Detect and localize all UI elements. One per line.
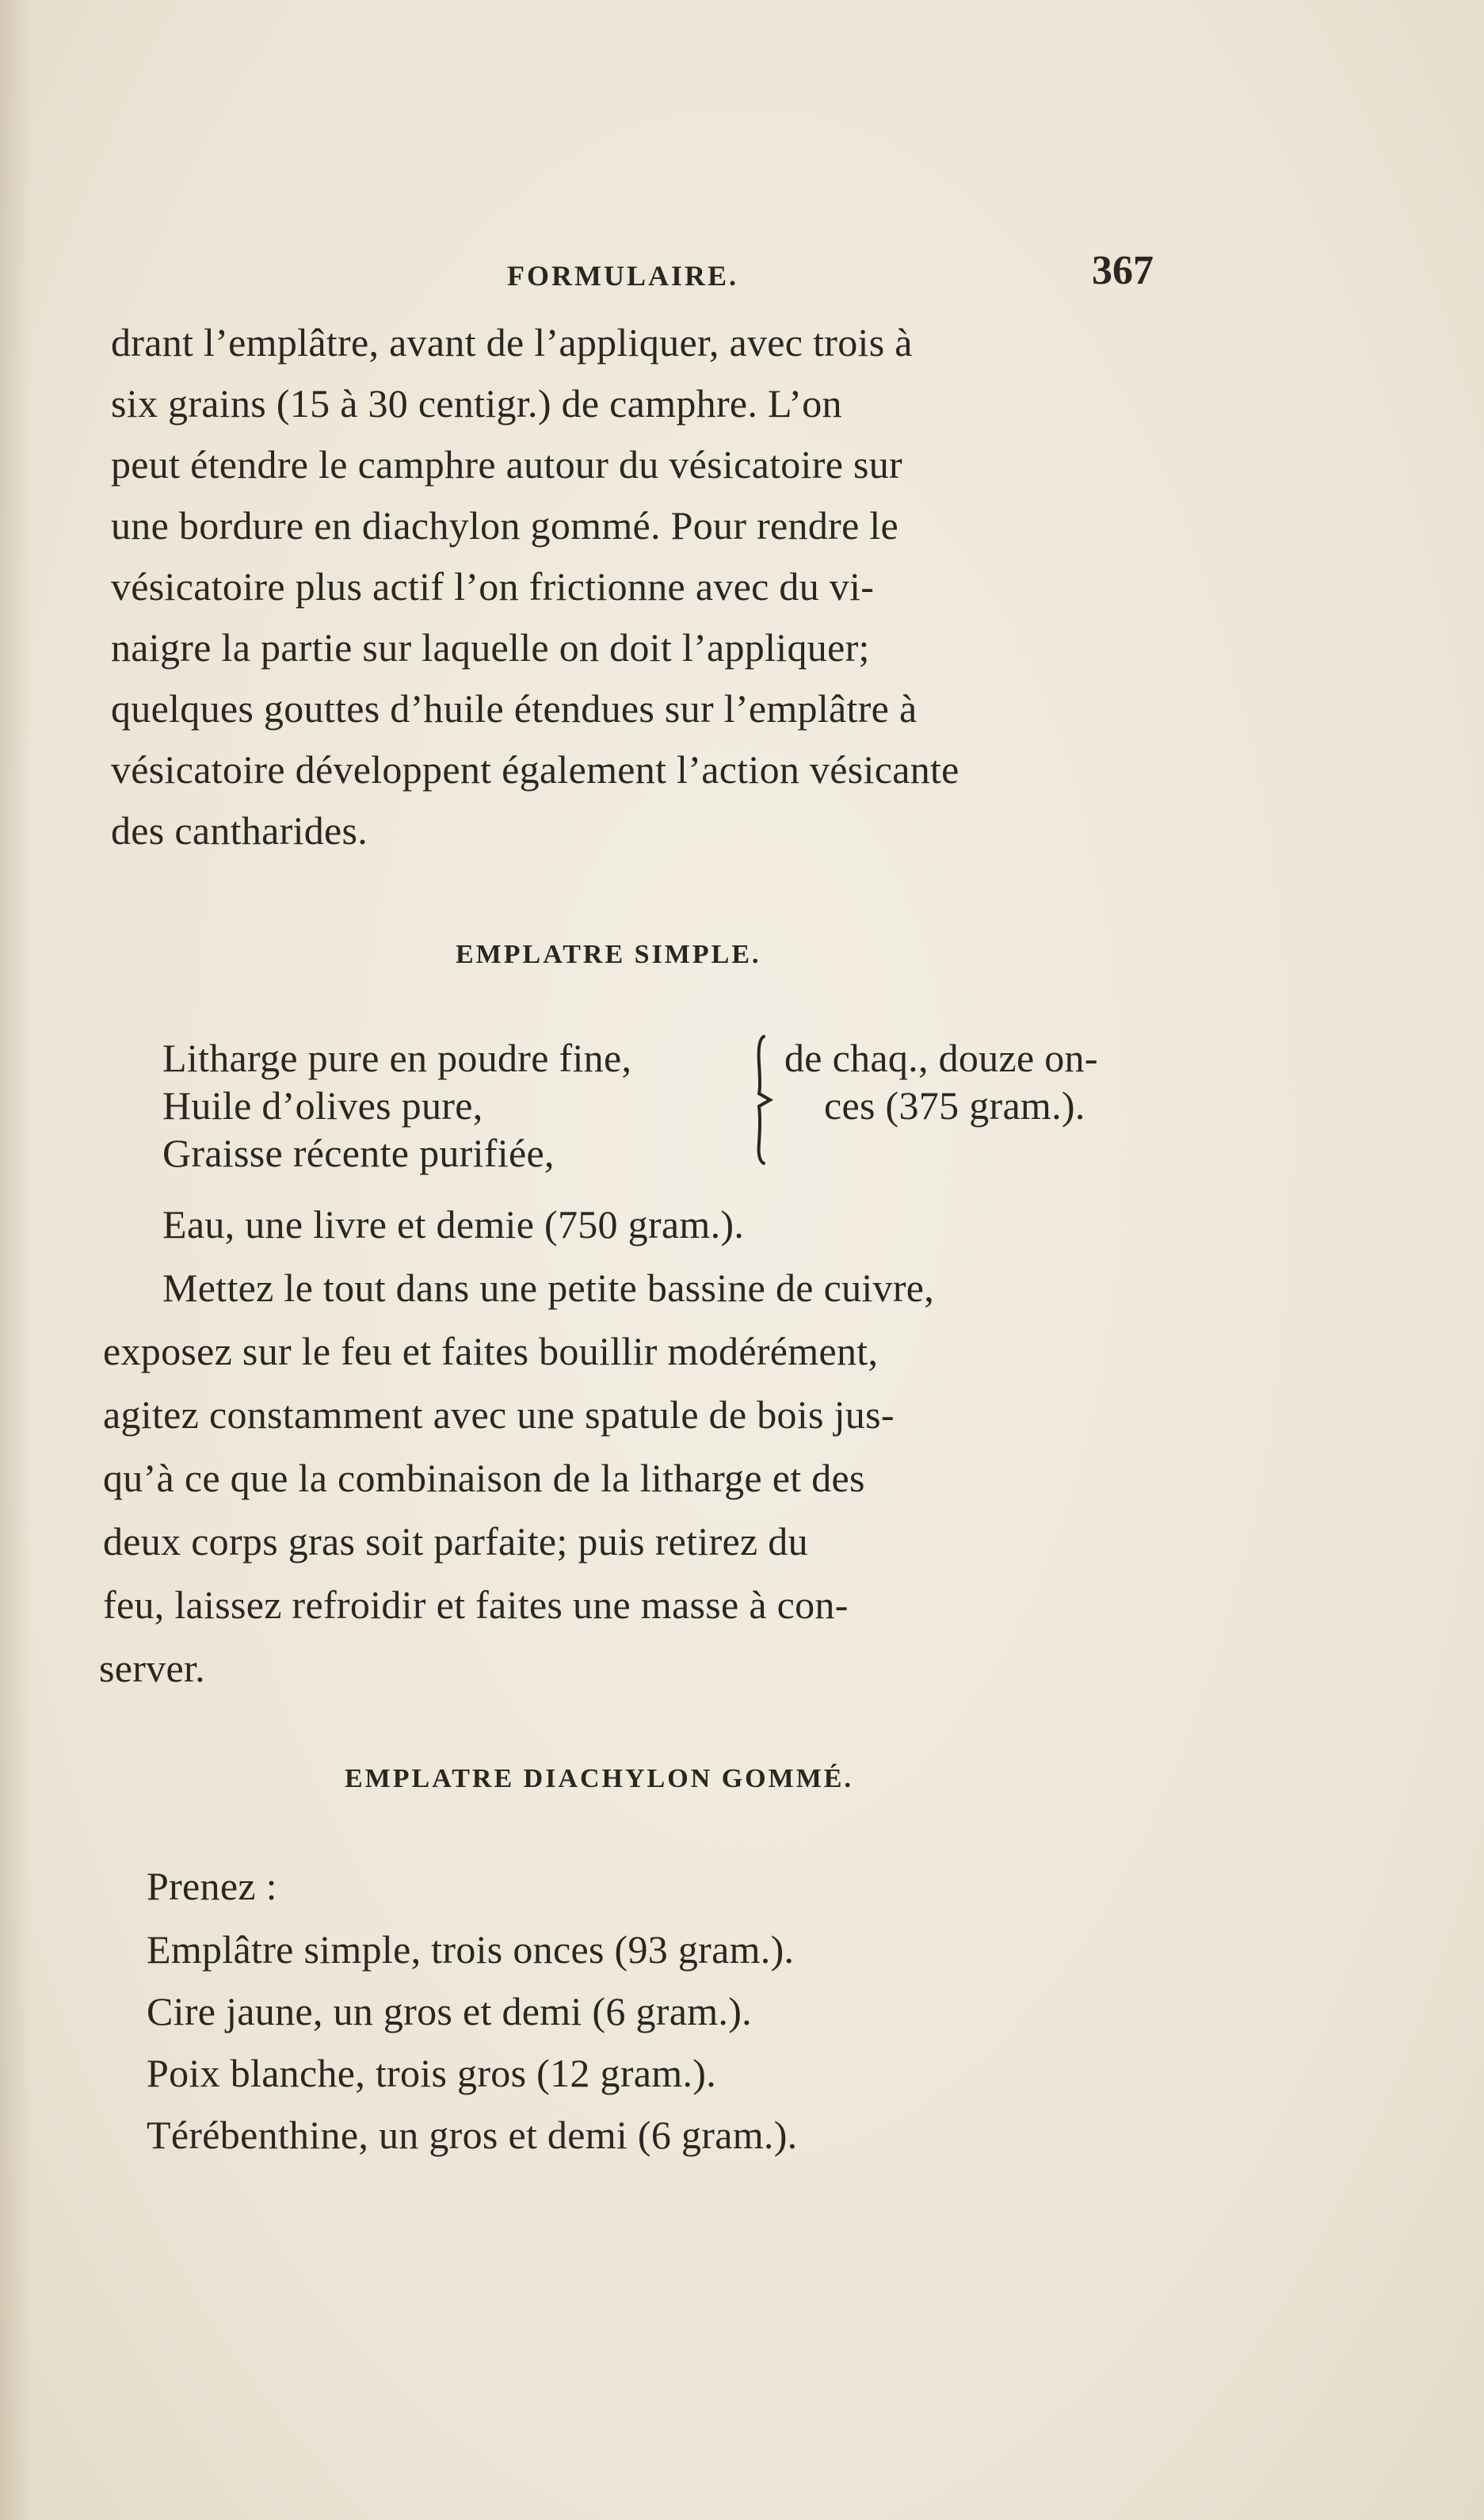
instruction-line: server. xyxy=(99,1646,205,1690)
intro-line: naigre la partie sur laquelle on doit l’appliquer; xyxy=(111,625,870,670)
page-number: 367 xyxy=(1092,248,1154,293)
instruction-line: Mettez le tout dans une petite bassine de cuivre, xyxy=(162,1266,935,1310)
section-title-emplatre-diachylon: EMPLATRE DIACHYLON GOMMÉ. xyxy=(345,1764,853,1793)
intro-line: une bordure en diachylon gommé. Pour rendre le xyxy=(111,503,899,548)
ingredient-quantity-line: de chaq., douze on- xyxy=(784,1036,1098,1080)
ingredient-line: Huile d’olives pure, xyxy=(162,1083,483,1128)
recipe-line: Emplâtre simple, trois onces (93 gram.). xyxy=(147,1927,795,1972)
ingredient-quantity-line: ces (375 gram.). xyxy=(824,1083,1085,1128)
curly-brace-icon xyxy=(753,1032,781,1166)
recipe-line: Poix blanche, trois gros (12 gram.). xyxy=(147,2051,717,2095)
recipe-line: Cire jaune, un gros et demi (6 gram.). xyxy=(147,1989,752,2033)
intro-line: des cantharides. xyxy=(111,808,368,853)
recipe-line: Térébenthine, un gros et demi (6 gram.). xyxy=(147,2113,798,2157)
instruction-line: exposez sur le feu et faites bouillir modérément, xyxy=(103,1329,879,1373)
intro-line: six grains (15 à 30 centigr.) de camphre. L’on xyxy=(111,381,842,426)
intro-line: drant l’emplâtre, avant de l’appliquer, avec trois à xyxy=(111,320,913,365)
spine-shadow xyxy=(0,0,32,2520)
intro-line: vésicatoire plus actif l’on frictionne avec du vi- xyxy=(111,564,875,609)
water-line: Eau, une livre et demie (750 gram.). xyxy=(162,1202,745,1247)
instruction-line: deux corps gras soit parfaite; puis retirez du xyxy=(103,1519,808,1564)
instruction-line: agitez constamment avec une spatule de bois jus- xyxy=(103,1392,895,1437)
ingredient-line: Graisse récente purifiée, xyxy=(162,1131,555,1175)
recipe-line: Prenez : xyxy=(147,1864,277,1908)
intro-line: vésicatoire développent également l’action vésicante xyxy=(111,747,959,792)
ingredient-line: Litharge pure en poudre fine, xyxy=(162,1036,632,1080)
running-header-title: FORMULAIRE. xyxy=(507,260,738,292)
intro-line: quelques gouttes d’huile étendues sur l’emplâtre à xyxy=(111,686,917,731)
section-title-emplatre-simple: EMPLATRE SIMPLE. xyxy=(456,940,761,969)
instruction-line: feu, laissez refroidir et faites une masse à con- xyxy=(103,1583,849,1627)
intro-line: peut étendre le camphre autour du vésicatoire sur xyxy=(111,442,903,487)
instruction-line: qu’à ce que la combinaison de la litharge et des xyxy=(103,1456,865,1500)
